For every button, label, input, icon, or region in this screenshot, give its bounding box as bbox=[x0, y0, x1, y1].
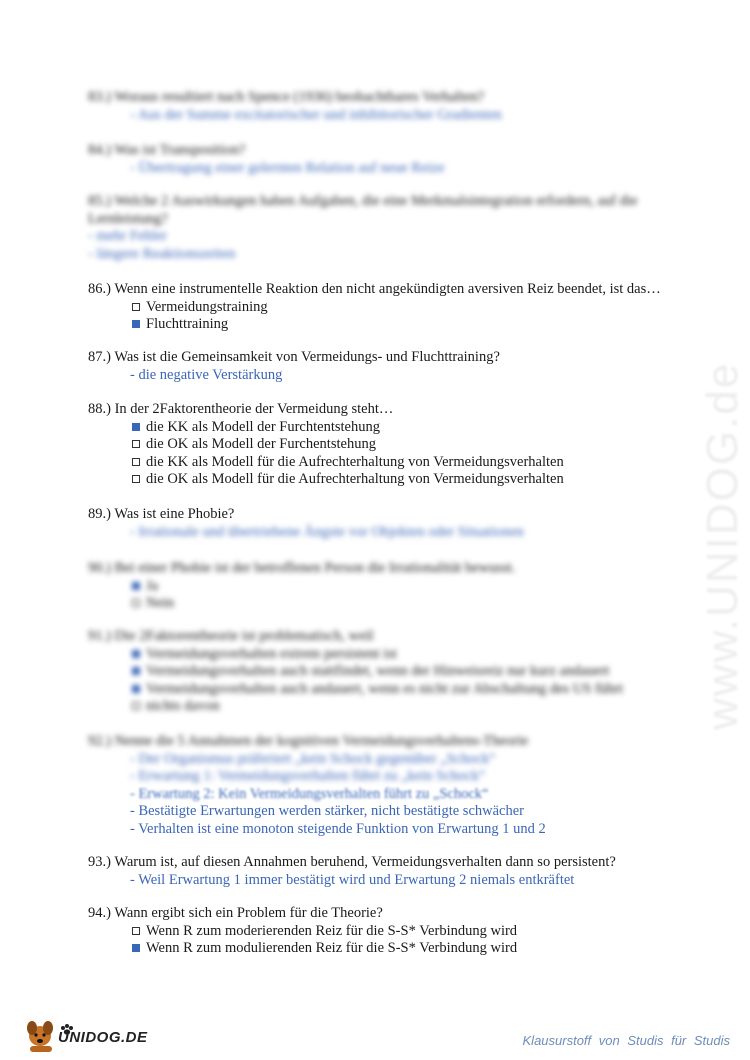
option: die KK als Modell der Furchtentstehung bbox=[88, 419, 688, 437]
answer-text: - Erwartung 1: Vermeidungsverhalten führt zu „kein Schock“ bbox=[130, 768, 486, 784]
option: Vermeidungstraining bbox=[88, 299, 688, 317]
option: Vermeidungsverhalten auch andauert, wenn es nicht zur Abschaltung des US führt bbox=[88, 681, 688, 699]
checkbox-filled bbox=[132, 582, 140, 590]
checkbox-filled bbox=[132, 423, 140, 431]
option: die OK als Modell der Furchentstehung bbox=[88, 436, 688, 454]
answer-text: - Verhalten ist eine monoton steigende Funktion von Erwartung 1 und 2 bbox=[130, 820, 546, 837]
question-89 bbox=[88, 506, 688, 541]
checkbox-empty bbox=[132, 702, 140, 710]
question-86 bbox=[88, 281, 688, 334]
logo-text: UNIDOG.DE bbox=[58, 1029, 148, 1046]
question-91 bbox=[88, 628, 688, 716]
checkbox-empty bbox=[132, 927, 140, 935]
option: Vermeidungsverhalten auch stattfindet, wenn der Hinweisreiz nur kurz andauert bbox=[88, 663, 688, 681]
option: die KK als Modell für die Aufrechterhaltung von Vermeidungsverhalten bbox=[88, 454, 688, 472]
checkbox-empty bbox=[132, 475, 140, 483]
question-93 bbox=[88, 854, 688, 889]
option: nichts davon bbox=[88, 698, 688, 716]
answer-text: - Aus der Summe excitatorischer und inhibitorischer Gradienten bbox=[130, 106, 502, 123]
answer-text: - Übertragung einer gelernten Relation auf neue Reize bbox=[130, 159, 445, 176]
question-90 bbox=[88, 560, 688, 613]
answer-text: - die negative Verstärkung bbox=[130, 366, 283, 383]
question-92 bbox=[88, 733, 688, 838]
answer-text: - längere Reaktionszeiten bbox=[88, 245, 236, 262]
checkbox-empty bbox=[132, 458, 140, 466]
option: Wenn R zum modulierenden Reiz für die S-S* Verbindung wird bbox=[88, 940, 688, 958]
question-84 bbox=[88, 142, 688, 177]
question-text: 88.) In der 2Faktorentheorie der Vermeidung steht… bbox=[88, 401, 394, 417]
option: Ja bbox=[88, 578, 688, 596]
question-94 bbox=[88, 905, 688, 958]
checkbox-empty bbox=[132, 303, 140, 311]
question-text: 87.) Was ist die Gemeinsamkeit von Vermeidungs- und Fluchttraining? bbox=[88, 349, 500, 365]
answer-text: - Der Organismus präferiert „kein Schock gegenüber „Schock“ bbox=[130, 750, 496, 767]
checkbox-filled bbox=[132, 320, 140, 328]
question-text: 91.) Die 2Faktorentheorie ist problematisch, weil bbox=[88, 628, 374, 644]
watermark: www.UNIDOG.de bbox=[698, 361, 747, 730]
question-text: 83.) Woraus resultiert nach Spence (1936) beobachtbares Verhalten? bbox=[88, 89, 485, 105]
question-text: 85.) Welche 2 Auswirkungen haben Aufgaben, die eine Merkmalsintegration erfordern, auf die Lernleistung? bbox=[88, 193, 638, 227]
checkbox-empty bbox=[132, 599, 140, 607]
checkbox-filled bbox=[132, 685, 140, 693]
option: die OK als Modell für die Aufrechterhaltung von Vermeidungsverhalten bbox=[88, 471, 688, 489]
checkbox-empty bbox=[132, 440, 140, 448]
question-text: 90.) Bei einer Phobie ist der betroffenen Person die Irrationalität bewusst. bbox=[88, 560, 516, 576]
checkbox-filled bbox=[132, 944, 140, 952]
checkbox-filled bbox=[132, 667, 140, 675]
option: Fluchttraining bbox=[88, 316, 688, 334]
question-text: 89.) Was ist eine Phobie? bbox=[88, 506, 235, 522]
question-88 bbox=[88, 401, 688, 489]
option: Wenn R zum moderierenden Reiz für die S-S* Verbindung wird bbox=[88, 923, 688, 941]
answer-text: - Erwartung 2: Kein Vermeidungsverhalten führt zu „Schock“ bbox=[130, 785, 489, 802]
question-text: 93.) Warum ist, auf diesen Annahmen beruhend, Vermeidungsverhalten dann so persistent? bbox=[88, 854, 616, 870]
answer-text: - Weil Erwartung 1 immer bestätigt wird und Erwartung 2 niemals entkräftet bbox=[130, 871, 575, 888]
answer-text: - Irrationale und übertriebene Ängste vor Objekten oder Situationen bbox=[130, 523, 524, 540]
question-87 bbox=[88, 349, 688, 384]
answer-text: - mehr Fehler bbox=[88, 228, 167, 244]
question-text: 86.) Wenn eine instrumentelle Reaktion den nicht angekündigten aversiven Reiz beendet, ist das… bbox=[88, 281, 661, 297]
question-85 bbox=[88, 193, 688, 263]
footer-text: Klausurstoff von Studis für Studis bbox=[522, 1033, 730, 1048]
option: Nein bbox=[88, 595, 688, 613]
question-text: 92.) Nenne die 5 Annahmen der kognitiven Vermeidungsverhaltens-Theorie bbox=[88, 733, 529, 749]
answer-text: - Bestätigte Erwartungen werden stärker, nicht bestätigte schwächer bbox=[130, 803, 524, 819]
option: Vermeidungsverhalten extrem persistent ist bbox=[88, 646, 688, 664]
checkbox-filled bbox=[132, 650, 140, 658]
question-text: 84.) Was ist Transposition? bbox=[88, 142, 246, 158]
question-text: 94.) Wann ergibt sich ein Problem für die Theorie? bbox=[88, 905, 383, 921]
question-83 bbox=[88, 89, 688, 124]
